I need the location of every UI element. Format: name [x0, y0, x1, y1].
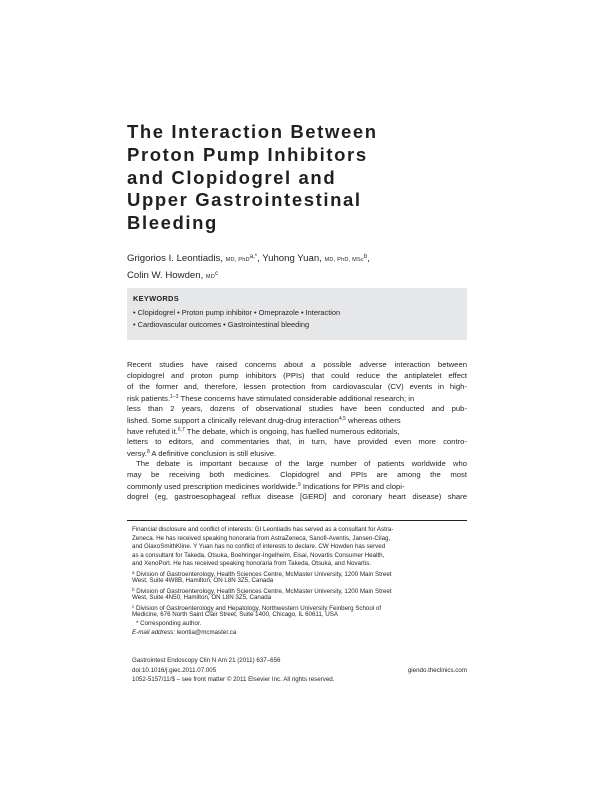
author-degree: MD, PhD, MSc: [324, 257, 364, 263]
footnote-line: as a consultant for Takeda, Otsuka, Boehringer-Ingelheim, Eisai, Novartis Consumer Health,: [132, 551, 385, 559]
article-title: [127, 121, 447, 235]
affiliation-text: Division of Gastroenterology, Health Sciences Centre, McMaster University, 1200 Main Street: [134, 587, 392, 595]
author-affiliation-mark: b: [363, 254, 368, 260]
journal-citation: Gastrointest Endoscopy Clin N Am 21 (2011) 637–656: [132, 657, 281, 664]
email-link[interactable]: leontia@mcmaster.ca: [174, 628, 237, 636]
author-separator: ,: [367, 253, 370, 264]
affiliation-a: [132, 569, 467, 578]
citation-ref: 1–3: [170, 394, 179, 401]
affiliation-mark: a: [132, 569, 135, 575]
body-text-run: A definitive conclusion is still elusive.: [149, 449, 277, 459]
title-line: Upper Gastrointestinal: [127, 189, 362, 211]
body-line: less than 2 years, dozens of observational studies have been conducted and pub-: [127, 404, 467, 414]
author-name: Colin W. Howden,: [127, 270, 204, 281]
body-text-run: Indications for PPIs and clopi-: [300, 482, 405, 492]
copyright-line: 1052-5157/11/$ – see front matter © 2011 Elsevier Inc. All rights reserved.: [132, 676, 335, 683]
keywords-line: • Cardiovascular outcomes • Gastrointestinal bleeding: [133, 319, 310, 329]
citation-ref: 8: [146, 449, 150, 456]
body-line: [127, 480, 467, 491]
body-line: [127, 447, 467, 458]
affiliation-mark: b: [132, 586, 135, 592]
author-list: [127, 250, 467, 284]
body-line: [127, 392, 467, 403]
body-text-run: commonly used prescription medicines worldwide.: [127, 482, 298, 492]
author-degree: MD, PhD: [225, 257, 250, 263]
body-text-run: The debate, which is ongoing, has fuelled numerous editorials,: [184, 427, 400, 437]
corresponding-author: * Corresponding author.: [136, 620, 202, 628]
email-line: [132, 629, 467, 638]
body-text: [127, 359, 467, 502]
author-line: [127, 267, 467, 284]
body-text-run: lished. Some support a clinically relevant drug-drug interaction: [127, 416, 339, 426]
body-text-run: risk patients.: [127, 394, 171, 404]
author-name: , Yuhong Yuan,: [257, 253, 322, 264]
keywords-box: [127, 288, 467, 340]
journal-info: [132, 656, 467, 685]
body-line: may be receiving both medicines. Clopidogrel and PPIs are among the most: [127, 470, 467, 480]
affiliation-text: Division of Gastroenterology and Hepatology, Northwestern University Feinberg School of: [134, 604, 382, 612]
body-text-run: versy.: [127, 449, 147, 459]
author-line: [127, 250, 467, 267]
email-label: E-mail address:: [132, 628, 175, 636]
affiliation-line: Medicine, 676 North Saint Clair Street, Suite 1400, Chicago, IL 60611, USA: [132, 611, 339, 619]
affiliation-b: [132, 586, 467, 595]
body-line: Recent studies have raised concerns about a possible adverse interaction between: [127, 360, 467, 369]
body-text-run: whereas others: [345, 416, 401, 426]
author-name: Grigorios I. Leontiadis,: [127, 253, 223, 264]
footnote-line: Zeneca. He has received speaking honoraria from AstraZeneca, Sanofi-Aventis, Jansen-Cilag,: [132, 534, 391, 542]
affiliation-mark: c: [132, 603, 135, 609]
title-line: Bleeding: [127, 212, 218, 234]
body-line: [127, 414, 467, 425]
corresponding-mark: *: [254, 254, 258, 260]
footnote-line: Financial disclosure and conflict of interests: GI Leontiadis has served as a consultant for Astra-: [132, 526, 394, 533]
author-affiliation-mark: c: [215, 271, 219, 277]
affiliation-c: [132, 603, 467, 612]
keywords-line: • Clopidogrel • Proton pump inhibitor • Omeprazole • Interaction: [133, 308, 341, 317]
title-line: The Interaction Between: [127, 121, 378, 142]
author-degree: MD: [205, 274, 216, 280]
journal-website-link[interactable]: giendo.theclinics.com: [407, 666, 467, 674]
footnote-line: and XenoPort. He has received speaking honoraria from Takeda, Otsuka, and Novartis.: [132, 560, 371, 568]
title-line: and Clopidogrel and: [127, 166, 337, 188]
keywords-heading: KEYWORDS: [133, 294, 179, 303]
title-line: Proton Pump Inhibitors: [127, 143, 368, 165]
body-text-run: These concerns have stimulated considerable additional research; in: [178, 394, 415, 404]
body-text-run: have refuted it.: [127, 427, 178, 437]
body-line: dogrel (eg, gastroesophageal reflux disease [GERD] and coronary heart disease) share: [127, 492, 467, 502]
affiliation-text: Division of Gastroenterology, Health Sciences Centre, McMaster University, 1200 Main Street: [134, 570, 392, 578]
footnote-line: and GlaxoSmithKline. Y Yuan has no conflict of interests to declare. CW Howden has served: [132, 543, 386, 551]
doi-link[interactable]: doi:10.1016/j.giec.2011.07.005: [132, 666, 217, 674]
affiliation-line: West, Suite 4W8B, Hamilton, ON L8N 3Z5, Canada: [132, 577, 274, 585]
affiliation-line: West, Suite 4N50, Hamilton, ON L8N 3Z5, Canada: [132, 594, 272, 602]
footnotes: [132, 526, 467, 637]
body-line: of the former and, therefore, lessen protection from cardiovascular (CV) events in high-: [127, 382, 467, 392]
citation-ref: 4,5: [338, 416, 346, 423]
citation-ref: 9: [297, 482, 301, 489]
footnote-divider: [127, 520, 467, 521]
body-line: The debate is important because of the large number of patients worldwide who: [136, 459, 467, 469]
citation-ref: 6,7: [177, 427, 185, 434]
body-line: [127, 425, 467, 436]
author-affiliation-mark: a,: [249, 254, 255, 260]
body-line: letters to editors, and commentaries that, in turn, have provided even more contro-: [127, 437, 467, 447]
body-line: clopidogrel and proton pump inhibitors (PPIs) that could reduce the antiplatelet effect: [127, 371, 467, 381]
doi-line: [132, 666, 467, 676]
